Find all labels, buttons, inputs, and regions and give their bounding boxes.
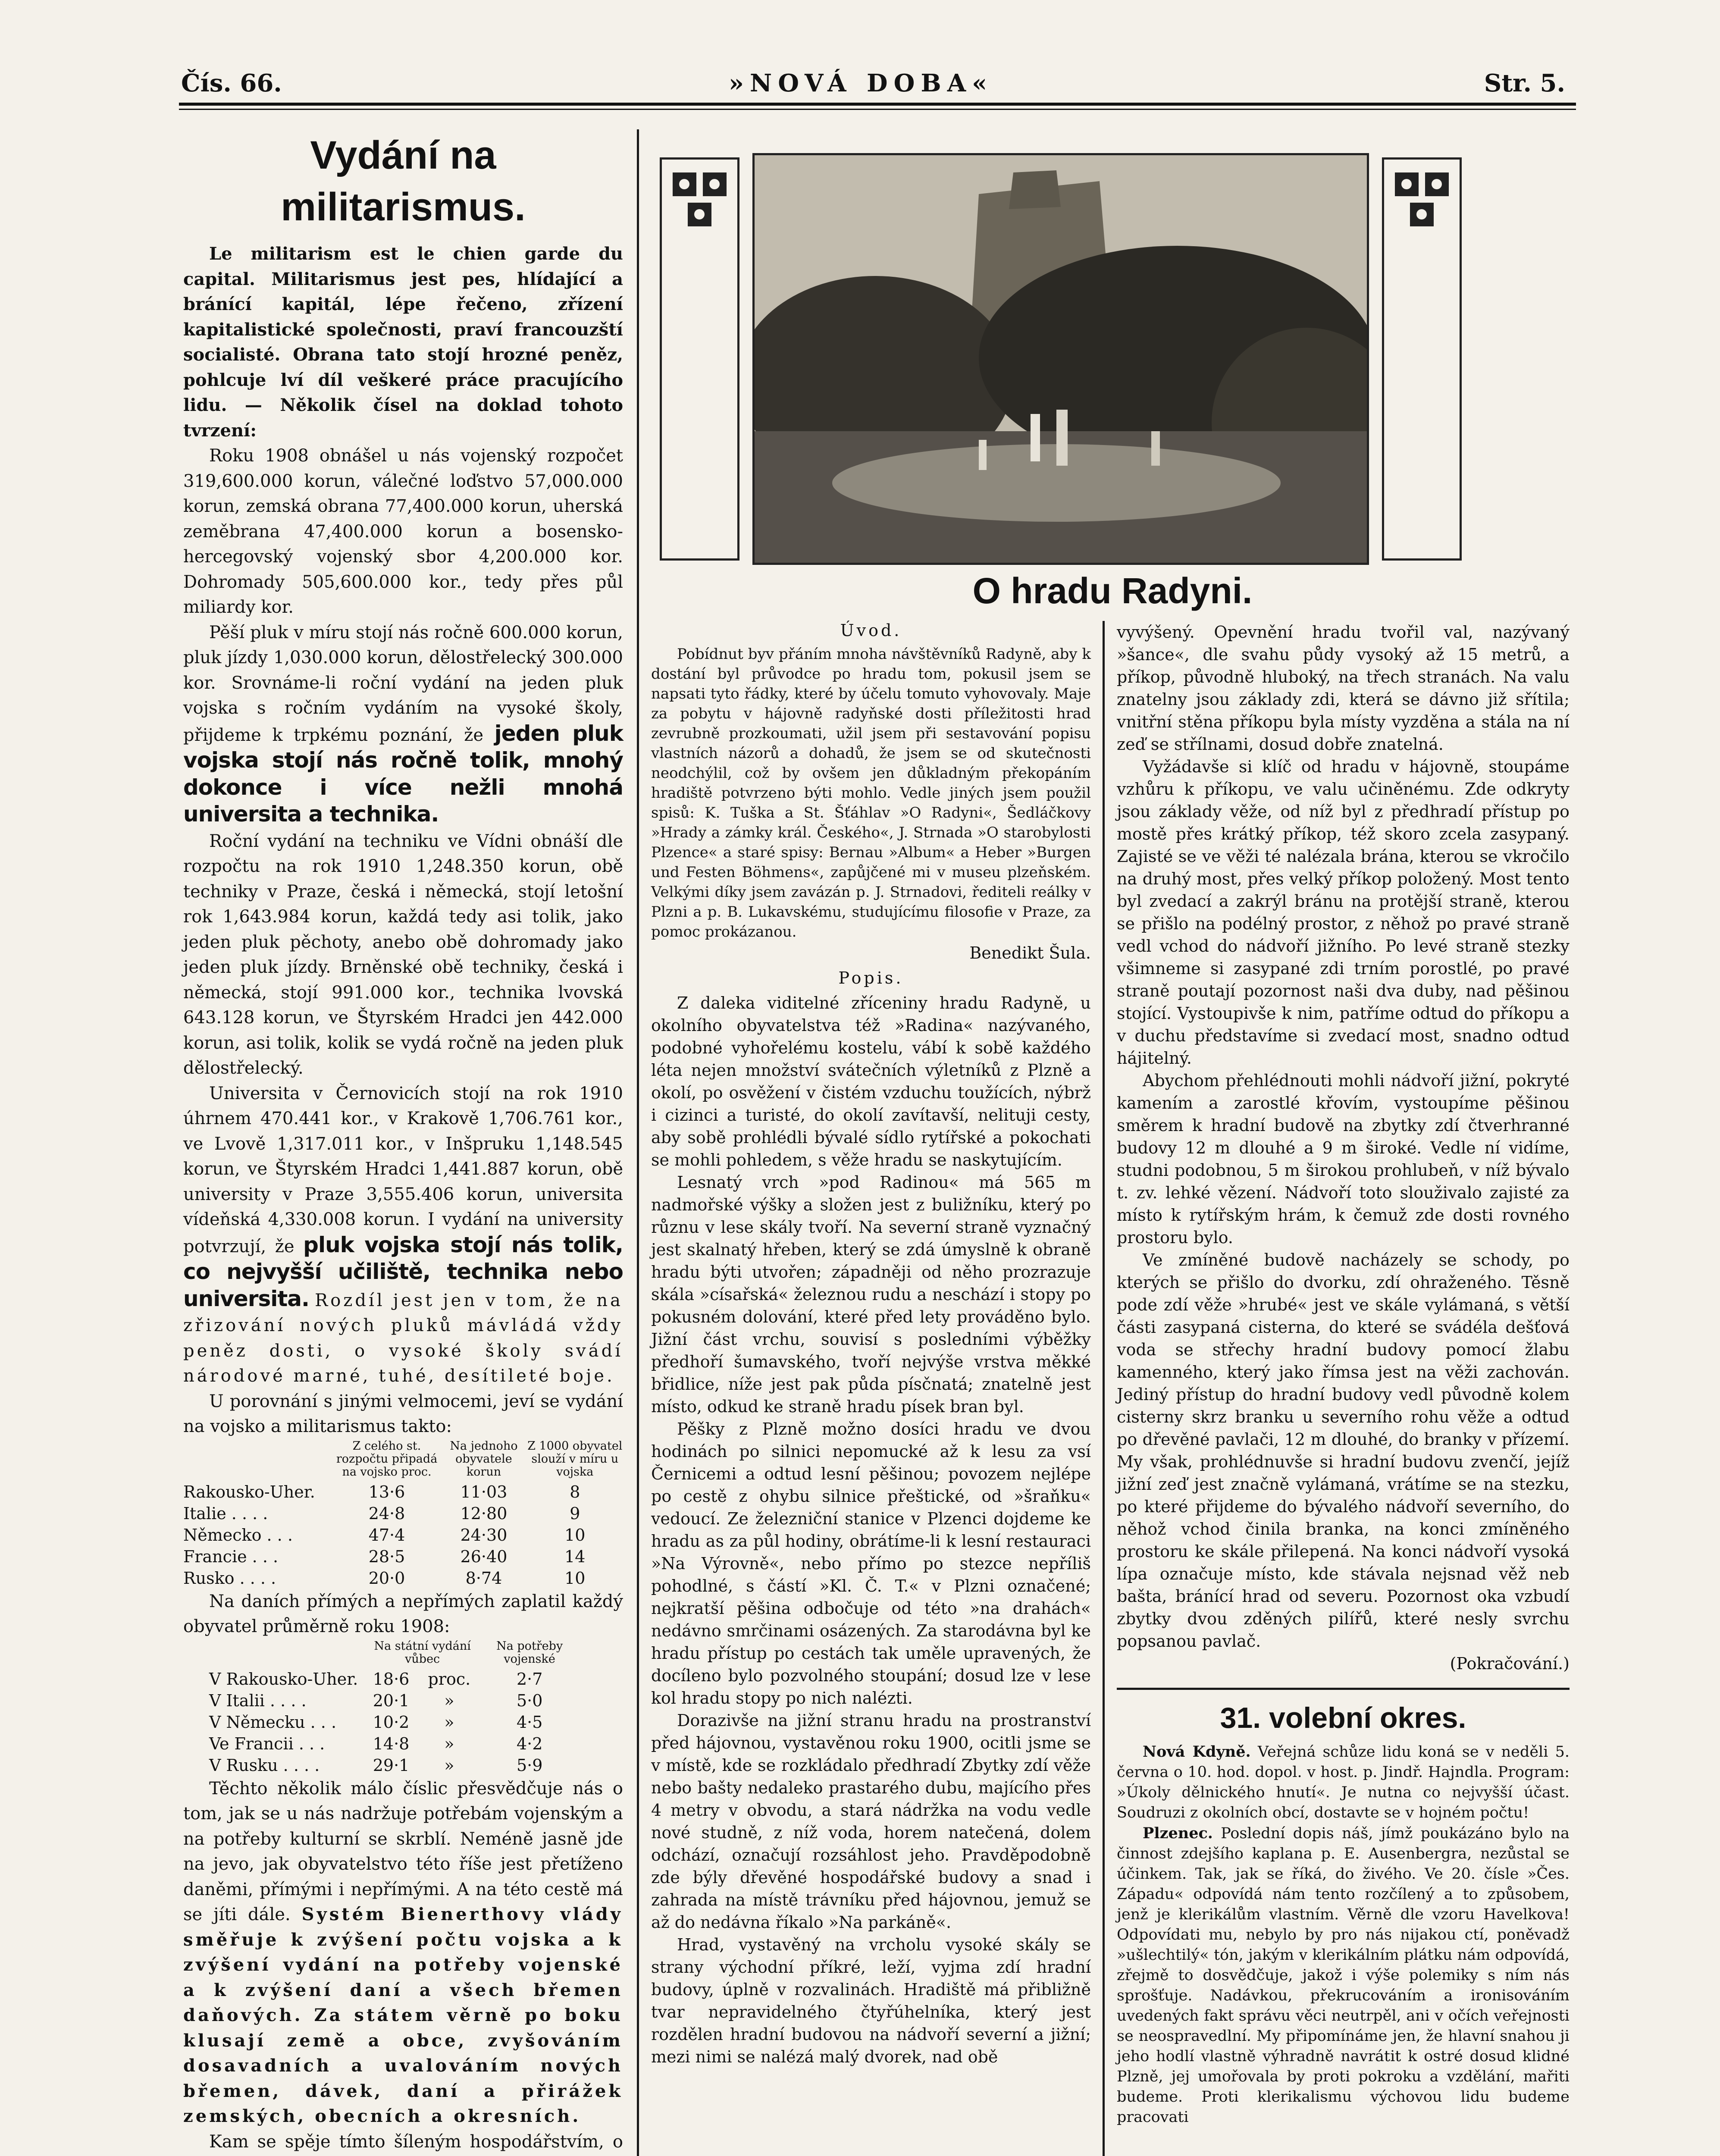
paragraph-text: Těchto několik málo číslic přesvědčuje nás o tom, jak se u nás nadržuje potřebám vojenským a na potřeby kulturní se skrblí. Neméně jasně jde na jevo, jak obyvatelstvo této říše jest přetíženo daněmi, přímými i nepřímými. A na této cestě má se jíti dále.: [183, 1778, 623, 1924]
table-header: Z celého st. rozpočtu připadá na vojsko proc.: [336, 1439, 438, 1479]
paragraph: Vyžádavše si klíč od hradu v hájovně, stoupáme vzhůru k příkopu, ve valu učiněnému. Zde odkryty jsou základy věže, od níž byl z předhradí přístup po mostě přes krátký příkop, též skoro zcela zasypaný. Zajisté se ve věži té nalézala brána, kterou se vkročilo na druhý most, přes velký příkop položený. Most tento byl zvedací a zakrýl bránu na protější straně, kterou se přišlo na podélný prostor, z něhož po pravé straně vedl vchod do nádvoří jižního. Po levé straně stezky všimneme si zasypané zdi trním porostlé, po pravé straně poutají pozornost naši dva duby, nad pěšinou stojící. Vystoupivše k nim, patříme odtud do příkopu a v duchu představíme si zvedací most, snadno odtud hájitelný.: [1117, 757, 1570, 1068]
article-militarism: [183, 129, 623, 2156]
paragraph: Pěšky z Plzně možno dosíci hradu ve dvou hodinách po silnici nepomucké až k lesu za vsí Černicemi a odtud lesní pěšinou; povozem nejlépe po cestě z ohybu silnice přeštické, od »šraňku« vedoucí. Ze železniční stanice v Plzenci dojdeme ke hradu as za půl hodiny, obrátíme-li k lesní restauraci »Na Výrovně«, nebo přímo po stezce nepříliš pohodlné, s částí »Kl. Č. T.« v Plzni označené; nejkratší pěšina odbočuje od této »na drahách« nedávno smrčinami osázených. Za starodávna byl ke hradu přístup po cestách tak uměle upravených, že docíleno bylo pozvolného stoupání; dosud lze v lese kol hradu stopy po nich nalézti.: [651, 1420, 1091, 1708]
value-cell: 9: [570, 1504, 580, 1523]
value-cell: 24·30: [460, 1525, 508, 1545]
unit-cell: »: [444, 1755, 454, 1775]
newspaper-title: »NOVÁ DOBA«: [729, 69, 993, 97]
value-cell: 8: [570, 1482, 580, 1501]
value-cell: 24·8: [368, 1504, 405, 1523]
value-cell: 11·03: [460, 1482, 508, 1501]
emphasis-text: pluk vojska stojí nás tolik, co nejvyšší učiliště, technika nebo universita.: [183, 1232, 623, 1311]
paragraph: Na daních přímých a nepřímých zaplatil každý obyvatel průměrně roku 1908:: [183, 1591, 623, 1636]
unit-cell: »: [444, 1691, 454, 1710]
value-cell: 4·5: [516, 1712, 543, 1732]
table-header: Na potřeby vojenské: [496, 1639, 563, 1666]
article-divider: [1117, 1688, 1570, 1690]
table-row: [183, 1546, 623, 1567]
article-title: 31. volební okres.: [1220, 1702, 1466, 1734]
table-row: [183, 1481, 623, 1503]
military-spending-table: [183, 1439, 623, 1589]
value-cell: 20·1: [373, 1691, 410, 1710]
article-title: O hradu Radyni.: [972, 570, 1253, 611]
country-cell: Francie . . .: [183, 1547, 279, 1566]
country-cell: V Italii . . . .: [209, 1691, 307, 1710]
castle-ruin-image: [755, 155, 1367, 563]
article-title: Vydání na militarismus.: [281, 133, 526, 229]
spaced-text: Systém Bienerthovy vlády směřuje k zvýšení počtu vojska a k zvýšení vydání na potřeby vojenské a k zvýšení daní a všech břemen daňových. Za státem věrně po boku klusají země a obce, zvyšováním dosavadních a uvalováním nových břemen, dávek, daní a přirážek zemských, obecních a okresních.: [183, 1904, 623, 2126]
table-row: [183, 1524, 623, 1546]
header-rule-thin: [179, 109, 1576, 110]
paragraph-text: Pěší pluk v míru stojí nás ročně 600.000 korun, pluk jízdy 1,030.000 korun, dělostřelecký 300.000 kor. Srovnáme-li roční vydání na jeden pluk vojska s ročním vydáním na vysoké školy, přijdeme k trpkému poznání, že: [183, 622, 623, 745]
issue-number: Čís. 66.: [181, 69, 282, 97]
value-cell: 14·8: [373, 1734, 410, 1753]
value-cell: 12·80: [460, 1504, 508, 1523]
article-radyne-col2: [651, 617, 1091, 2068]
value-cell: 26·40: [460, 1547, 508, 1566]
country-cell: V Rusku . . . .: [209, 1755, 320, 1775]
paragraph: [1117, 1823, 1570, 2128]
table-row: [209, 1711, 579, 1733]
paragraph: [183, 1776, 623, 2129]
castle-ruin-photo: [752, 153, 1369, 565]
value-cell: 8·74: [465, 1568, 502, 1588]
country-cell: V Německu . . .: [209, 1712, 337, 1732]
table-row: [209, 1668, 579, 1690]
column-divider-1: [637, 129, 639, 2156]
table-row: [183, 1567, 623, 1589]
value-cell: 13·6: [368, 1482, 405, 1501]
tax-table: [209, 1639, 579, 1776]
country-cell: Ve Francii . . .: [209, 1734, 325, 1753]
paragraph: Lesnatý vrch »pod Radinou« má 565 m nadmořské výšky a složen jest z buližníku, který po různu v lese skály tvoří. Na severní straně vyznačný jest skalnatý hřeben, který se zdá úmyslně k obraně hradu býti utvořen; západněji od něho prozrazuje skála »císařská« železnou rudu a neschází i stopy po pokusném dolování, které před lety prováděno bylo. Jižní část vrchu, souvisí s posledními výběžky předhoří šumavského, tvoří nejvýše vrstva měkké břidlice, níže jest pak půda písčnatá; znatelně jest místo, odkud ke straně hradu písek bran byl.: [651, 1173, 1091, 1416]
emphasis-text: jeden pluk vojska stojí nás ročně tolik, mnohý dokonce i více nežli mnohá universita a technika.: [183, 721, 623, 827]
value-cell: 18·6: [373, 1669, 410, 1689]
unit-cell: proc.: [428, 1669, 471, 1689]
value-cell: 10: [564, 1568, 586, 1588]
spaced-text: Rozdíl jest jen v tom, že na zřizování nových pluků mávládá vždy peněz dosti, o vysoké školy svádí národové marné, tuhé, desítileté boje.: [183, 1290, 623, 1386]
page-header: [181, 69, 1565, 103]
value-cell: 29·1: [373, 1755, 410, 1775]
section-heading: Popis.: [838, 968, 904, 987]
place-name: Nová Kdyně.: [1143, 1743, 1251, 1761]
paragraph-text: Poslední dopis náš, jímž poukázáno bylo na činnost zdejšího kaplana p. E. Ausenbergra, nezůstal se účinkem. Tak, jak se říká, do živého. Ve 20. čísle »Čes. Západu« odpovídá nám tento rozčílený a to způsobem, jenž je klerikálům vlastním. Věrně dle vzoru Havelkova! Odpovídati mu, nebylo by pro nás nijakou ctí, poněvadž »ušlechtilý« tón, jakým v klerikálním plátku nám odpovídá, zřejmě to dosvědčuje, jakož i výše polemiky s ním nás sprošťuje. Nadávkou, překrucováním a ironisováním uvedených fakt správu věci neutrpěl, ani v očích veřejnosti se neospravedlní. My připomínáme jen, že hlavní snahou ji jeho hodlí vlastně výhradně navrátit k ostré dosud klidné Plzně, jej umořovala by proti pokroku a vzdělání, mařiti budeme. Proti klerikalismu výchovou lidu budeme pracovati: [1117, 1825, 1570, 2126]
paragraph-text: Veřejná schůze lidu koná se v neděli 5. června o 10. hod. dopol. v host. p. Jindř. Hajndla. Program: »Úkoly dělnického hnutí«. Je nutna co nejvyšší účast. Soudruzi z okolních obcí, dostavte se v hojném počtu!: [1117, 1743, 1570, 1821]
value-cell: 4·2: [516, 1734, 543, 1753]
value-cell: 10: [564, 1525, 586, 1545]
header-rule: [179, 103, 1576, 106]
value-cell: 14: [564, 1547, 586, 1566]
country-cell: Německo . . .: [183, 1525, 293, 1545]
castle-photo-frame: [651, 153, 1470, 565]
value-cell: 5·9: [516, 1755, 543, 1775]
page-number: Str. 5.: [1484, 69, 1565, 97]
paragraph: [1117, 1742, 1570, 1823]
table-header: Na státní vydání vůbec: [374, 1639, 471, 1666]
paragraph: Roční vydání na techniku ve Vídni obnáší dle rozpočtu na rok 1910 1,248.350 korun, obě techniky v Praze, česká i německá, stojí letošní rok 1,643.984 korun, každá tedy asi tolik, jako jeden pluk pěchoty, anebo obě dohromady jako jeden pluk jízdy. Brněnské obě techniky, česká i německá, stojí 991.000 kor., technika lvovská 643.128 korun, ve Štyrském Hradci jen 442.000 korun, asi tolik, kolik se vydá ročně na jeden pluk dělostřelecký.: [183, 831, 623, 1078]
paragraph: [183, 620, 623, 829]
table-row: [209, 1755, 579, 1776]
country-cell: Rusko . . . .: [183, 1568, 276, 1588]
floral-ornament-icon: [670, 170, 731, 244]
table-row: [183, 1503, 623, 1524]
country-cell: Rakousko-Uher.: [183, 1482, 315, 1501]
paragraph: U porovnání s jinými velmocemi, jeví se vydání na vojsko a militarismus takto:: [183, 1391, 623, 1436]
paragraph: Hrad, vystavěný na vrcholu vysoké skály se strany východní příkré, leží, vyjma zdí hradní budovy, úplně v rozvalinách. Hradiště má přibližně tvar nepravidelného čtyřúhelníka, který jest rozdělen hradní budovou na nádvoří severní a jižní; mezi nimi se nalézá malý dvorek, nad obě: [651, 1935, 1091, 2066]
paragraph: Dorazivše na jižní stranu hradu na prostranství před hájovnou, vystavěnou roku 1900, ocitli jsme se v místě, kde se rozkládalo předhradí Zbytky zdí věže nebo bašty nedaleko prastarého dubu, majícího přes 4 metry v obvodu, a stará nádržka na vodu vedle nové studně, z níž voda, horem natečená, dolem odchází, označují rozsáhlost jeho. Pravděpodobně zde býly dřevěné hospodářské budovy a snad i zahrada na místě trávníku před hájovnou, jemuž se až do nedávna říkalo »Na parkáně«.: [651, 1711, 1091, 1932]
table-row: [209, 1733, 579, 1755]
article-radyne-col3: [1117, 621, 1570, 2128]
paragraph-text: Universita v Černovicích stojí na rok 1910 úhrnem 470.441 kor., v Krakově 1,706.761 kor., ve Lvově 1,317.011 kor., v Inšpruku 1,148.545 korun, ve Štyrském Hradci 1,441.887 korun, obě university v Praze 3,555.406 korun, universita vídeňská 4,330.008 korun. I vydání na university potvrzují, že: [183, 1083, 623, 1257]
value-cell: 28·5: [368, 1547, 405, 1566]
table-header: Z 1000 obyvatel slouží v míru u vojska: [527, 1439, 623, 1479]
column-divider-2: [1103, 621, 1105, 2156]
paragraph: Le militarism est le chien garde du capital. Militarismus jest pes, hlídající a bránící kapitál, lépe řečeno, zřízení kapitalistické společnosti, praví francouzští socialisté. Obrana tato stojí hrozné peněz, pohlcuje lví díl veškeré práce pracujícího lidu. — Několik čísel na doklad tohoto tvrzení:: [183, 244, 623, 441]
author-signature: Benedikt Šula.: [969, 943, 1091, 962]
paragraph: Pobídnut byv přáním mnoha návštěvníků Radyně, aby k dostání byl průvodce po hradu tom, pokusil jsem se napsati tyto řádky, které by účelu tomuto vyhovovaly. Maje za pobytu v hájovně radyňské dosti příležitosti hrad zevrubně prozkoumati, užil jsem při sestavování popisu vlastních názorů a dohadů, že jsem se od skutečnosti neodchýlil, což by ovšem jen důkladným překopáním hradiště potvrzeno býti mohlo. Vedle jiných jsem použil spisů: K. Tuška a St. Šťáhlav »O Radyni«, Šedláčkovy »Hrady a zámky král. Českého«, J. Strnada »O starobylosti Plzence« a staré spisy: Bernau »Album« a Heber »Burgen und Festen Böhmens«, zapůjčené mi v museu plzeňském. Velkými díky jsem zavázán p. J. Strnadovi, řediteli reálky v Plzni a p. B. Lukavskému, studujícímu filosofie v Praze, za pomoc prokázanou.: [651, 646, 1091, 940]
paragraph: [183, 1081, 623, 1389]
continued-note: (Pokračování.): [1450, 1654, 1570, 1673]
paragraph: vyvýšený. Opevnění hradu tvořil val, nazývaný »šance«, dle svahu půdy vysoký až 15 metrů, a příkop, původně hluboký, na třech stranách. Na valu znatelny jsou základy zdi, která se dávno již sřítila; vnitřní stěna příkopu byla místy vyzděna a stála na ní zeď se střílnami, dosud dobře znatelná.: [1117, 623, 1570, 754]
country-cell: Italie . . . .: [183, 1504, 268, 1523]
ornament-left: [651, 153, 748, 565]
table-row: [209, 1690, 579, 1711]
floral-ornament-icon: [1393, 170, 1453, 244]
paragraph: Kam se spěje tímto šíleným hospodářstvím, o: [209, 2131, 623, 2152]
paragraph: Abychom přehlédnouti mohli nádvoří jižní, pokryté kamením a zarostlé křovím, vystoupíme pěšinou směrem k hradní budově na zbytky zdí čtverhranné budovy 12 m dlouhé a 9 m široké. Vedle ní vidíme, studni podobnou, 5 m širokou prohlubeň, v níž bývalo t. zv. lehké vězení. Nádvoří toto slouživalo zajisté za místo k rytířským hrám, k čemuž zde dosti rovného prostoru bylo.: [1117, 1071, 1570, 1247]
value-cell: 20·0: [368, 1568, 405, 1588]
ornament-right: [1373, 153, 1470, 565]
paragraph: Roku 1908 obnášel u nás vojenský rozpočet 319,600.000 korun, válečné loďstvo 57,000.000 korun, zemská obrana 77,400.000 korun, uherská zeměbrana 47,400.000 korun a bosensko-hercegovský vojenský sbor 4,200.000 kor. Dohromady 505,600.000 kor., tedy přes půl miliardy kor.: [183, 446, 623, 617]
unit-cell: »: [444, 1734, 454, 1753]
unit-cell: »: [444, 1712, 454, 1732]
table-header: Na jednoho obyvatele korun: [450, 1439, 518, 1479]
value-cell: 47·4: [368, 1525, 405, 1545]
value-cell: 2·7: [516, 1669, 543, 1689]
place-name: Plzenec.: [1143, 1824, 1213, 1842]
section-heading: Úvod.: [840, 621, 902, 640]
value-cell: 10·2: [373, 1712, 410, 1732]
value-cell: 5·0: [516, 1691, 543, 1710]
paragraph: Ve zmíněné budově nacházely se schody, po kterých se přišlo do dvorku, zdí ohraženého. Těsně pode zdí věže »hrubé« jest ve skále vylámaná, s větší části zasypaná cisterna, do které se svádéla dešťová voda se střechy hradní budovy pomocí žlabu kamenného, který jako římsa jest na věži zachován. Jediný přístup do hradní budovy vedl původně kolem cisterny skrz branku u severního rohu věže a odtud po dřevěné pavlači, 12 m dlouhé, do branky v přízemí. My však, prohlédnuvše si hradní budovu zvenčí, jejíž jižní zeď jest značně vylámaná, vrátíme se na stezku, po které přijdeme do bývalého nádvoří severního, do něhož vchod činila branka, na konci zmíněného prostoru ke skále přilepená. Na konci nádvoří vysoká lípa označuje místo, kde stávala nejsnad věž neb bašta, bránící hrad od severu. Pozornost oka vzbudí zbytky dvou zděných pilířů, které nesly svrchu popsanou pavlač.: [1117, 1250, 1570, 1651]
country-cell: V Rakousko-Uher.: [209, 1669, 358, 1689]
paragraph: Z daleka viditelné zříceniny hradu Radyně, u okolního obyvatelstva též »Radina« nazývaného, podobné vyhořelému kostelu, vábí k sobě každého léta nejen množství svátečních výletníků z Plzně a okolí, po osvěžení v čistém vzduchu toužících, nýbrž i cizinci a turisté, do okolí zavítavší, nelituji cesty, aby sobě prohlédli bývalé sídlo rytířské a pokochati se mohli pohledem, s věže hradu se naskytujícím.: [651, 993, 1091, 1169]
